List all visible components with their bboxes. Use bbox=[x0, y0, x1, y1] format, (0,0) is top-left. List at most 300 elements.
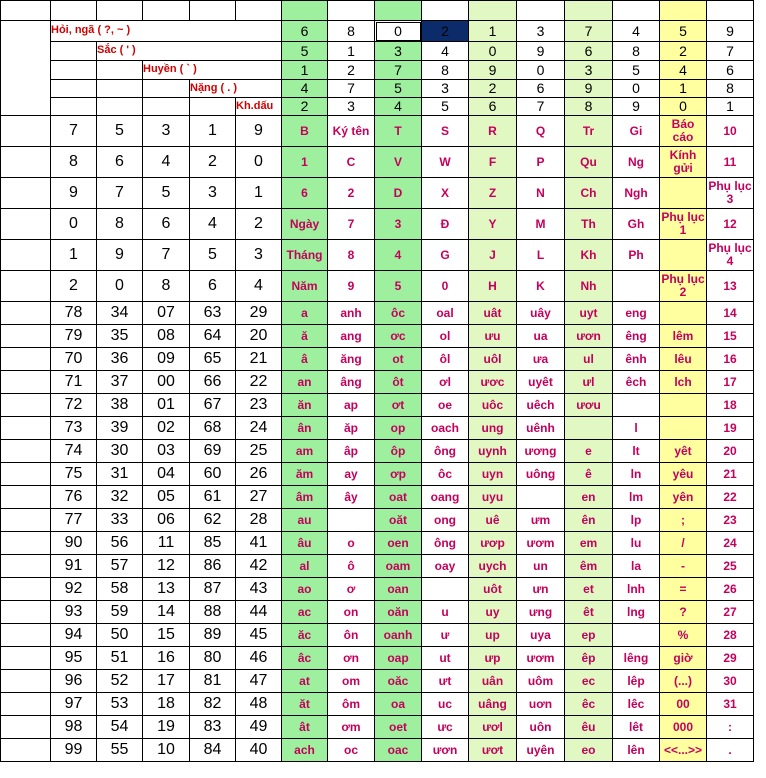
header-digit-cell[interactable]: 0 bbox=[469, 42, 517, 61]
number-cell[interactable]: 0 bbox=[236, 147, 282, 178]
code-cell[interactable]: uy bbox=[469, 601, 517, 624]
code-cell[interactable]: ưp bbox=[469, 647, 517, 670]
number-cell[interactable]: 34 bbox=[97, 302, 143, 325]
code-cell[interactable]: Ph bbox=[613, 240, 660, 271]
blank-cell[interactable] bbox=[143, 1, 190, 21]
col-top-cell[interactable] bbox=[328, 1, 375, 21]
code-cell[interactable]: Gi bbox=[613, 116, 660, 147]
col-top-cell[interactable] bbox=[660, 1, 707, 21]
code-cell[interactable]: êch bbox=[613, 371, 660, 394]
number-cell[interactable]: 62 bbox=[190, 509, 236, 532]
code-cell[interactable]: ôc bbox=[375, 302, 422, 325]
code-cell[interactable]: oam bbox=[375, 555, 422, 578]
code-cell[interactable]: R bbox=[469, 116, 517, 147]
blank-cell[interactable] bbox=[1, 394, 51, 417]
number-cell[interactable]: 21 bbox=[236, 348, 282, 371]
code-cell[interactable]: u bbox=[422, 601, 469, 624]
number-cell[interactable]: 57 bbox=[97, 555, 143, 578]
code-cell[interactable]: H bbox=[469, 271, 517, 302]
code-cell[interactable]: êm bbox=[565, 555, 613, 578]
col-top-cell[interactable] bbox=[422, 1, 469, 21]
code-cell[interactable]: 30 bbox=[707, 670, 754, 693]
code-cell[interactable]: S bbox=[422, 116, 469, 147]
number-cell[interactable]: 38 bbox=[97, 394, 143, 417]
code-cell[interactable]: oăc bbox=[375, 670, 422, 693]
code-cell[interactable]: 1 bbox=[282, 147, 328, 178]
code-cell[interactable]: oac bbox=[375, 739, 422, 762]
code-cell[interactable]: 15 bbox=[707, 325, 754, 348]
col-top-cell[interactable] bbox=[469, 1, 517, 21]
number-cell[interactable]: 33 bbox=[97, 509, 143, 532]
code-cell[interactable]: / bbox=[660, 532, 707, 555]
blank-cell[interactable] bbox=[1, 417, 51, 440]
code-cell[interactable] bbox=[613, 394, 660, 417]
header-digit-cell[interactable]: 0 bbox=[660, 98, 707, 116]
code-cell[interactable]: lêp bbox=[613, 670, 660, 693]
code-cell[interactable]: âc bbox=[282, 647, 328, 670]
code-cell[interactable]: ac bbox=[282, 601, 328, 624]
number-cell[interactable]: 94 bbox=[51, 624, 97, 647]
code-cell[interactable]: ông bbox=[422, 440, 469, 463]
code-cell[interactable]: Phụ lục 1 bbox=[660, 209, 707, 240]
number-cell[interactable]: 69 bbox=[190, 440, 236, 463]
code-cell[interactable]: ă bbox=[282, 325, 328, 348]
number-cell[interactable]: 40 bbox=[236, 739, 282, 762]
code-cell[interactable]: ot bbox=[375, 348, 422, 371]
code-cell[interactable]: oc bbox=[328, 739, 375, 762]
code-cell[interactable]: anh bbox=[328, 302, 375, 325]
code-cell[interactable]: ân bbox=[282, 417, 328, 440]
code-cell[interactable]: ong bbox=[422, 509, 469, 532]
code-cell[interactable]: B bbox=[282, 116, 328, 147]
col-top-cell[interactable] bbox=[517, 1, 565, 21]
code-cell[interactable]: uơn bbox=[517, 693, 565, 716]
code-cell[interactable]: Ngày bbox=[282, 209, 328, 240]
code-cell[interactable]: ây bbox=[328, 486, 375, 509]
number-cell[interactable]: 67 bbox=[190, 394, 236, 417]
code-cell[interactable]: ươc bbox=[469, 371, 517, 394]
code-cell[interactable] bbox=[422, 578, 469, 601]
staircase-cell[interactable] bbox=[51, 80, 97, 98]
col-top-cell[interactable] bbox=[282, 1, 328, 21]
code-cell[interactable]: Q bbox=[517, 116, 565, 147]
number-cell[interactable]: 1 bbox=[190, 116, 236, 147]
number-cell[interactable]: 1 bbox=[51, 240, 97, 271]
code-cell[interactable]: V bbox=[375, 147, 422, 178]
code-cell[interactable]: ơ bbox=[328, 578, 375, 601]
code-cell[interactable]: ăm bbox=[282, 463, 328, 486]
code-cell[interactable]: uât bbox=[469, 302, 517, 325]
code-cell[interactable]: uyt bbox=[565, 302, 613, 325]
number-cell[interactable]: 48 bbox=[236, 693, 282, 716]
code-cell[interactable]: 25 bbox=[707, 555, 754, 578]
code-cell[interactable]: Z bbox=[469, 178, 517, 209]
code-cell[interactable]: ôm bbox=[328, 693, 375, 716]
code-cell[interactable]: ên bbox=[565, 509, 613, 532]
code-cell[interactable]: : bbox=[707, 716, 754, 739]
blank-cell[interactable] bbox=[1, 147, 51, 178]
code-cell[interactable]: ep bbox=[565, 624, 613, 647]
code-cell[interactable]: ênh bbox=[613, 348, 660, 371]
header-digit-cell[interactable]: 4 bbox=[660, 61, 707, 80]
code-cell[interactable]: Phụ lục 2 bbox=[660, 271, 707, 302]
code-cell[interactable]: oan bbox=[375, 578, 422, 601]
code-cell[interactable] bbox=[660, 302, 707, 325]
code-cell[interactable]: uông bbox=[517, 463, 565, 486]
number-cell[interactable]: 80 bbox=[190, 647, 236, 670]
code-cell[interactable]: ưc bbox=[422, 716, 469, 739]
number-cell[interactable]: 8 bbox=[51, 147, 97, 178]
number-cell[interactable]: 02 bbox=[143, 417, 190, 440]
header-digit-cell[interactable]: 7 bbox=[328, 80, 375, 98]
code-cell[interactable]: 22 bbox=[707, 486, 754, 509]
number-cell[interactable]: 51 bbox=[97, 647, 143, 670]
code-cell[interactable]: uôc bbox=[469, 394, 517, 417]
code-cell[interactable]: M bbox=[517, 209, 565, 240]
blank-cell[interactable] bbox=[190, 1, 236, 21]
code-cell[interactable]: ? bbox=[660, 601, 707, 624]
tone-label[interactable]: Nặng ( . ) bbox=[190, 80, 282, 98]
code-cell[interactable]: Kính gửi bbox=[660, 147, 707, 178]
code-cell[interactable]: ung bbox=[469, 417, 517, 440]
header-digit-cell[interactable]: 9 bbox=[613, 98, 660, 116]
number-cell[interactable]: 64 bbox=[190, 325, 236, 348]
blank-cell[interactable] bbox=[97, 1, 143, 21]
number-cell[interactable]: 01 bbox=[143, 394, 190, 417]
number-cell[interactable]: 66 bbox=[190, 371, 236, 394]
code-cell[interactable]: 23 bbox=[707, 509, 754, 532]
code-cell[interactable]: giờ bbox=[660, 647, 707, 670]
code-cell[interactable]: 000 bbox=[660, 716, 707, 739]
code-cell[interactable]: om bbox=[328, 670, 375, 693]
number-cell[interactable]: 22 bbox=[236, 371, 282, 394]
header-digit-cell[interactable]: 3 bbox=[565, 61, 613, 80]
code-cell[interactable]: 5 bbox=[375, 271, 422, 302]
code-cell[interactable]: oay bbox=[422, 555, 469, 578]
code-cell[interactable]: ăn bbox=[282, 394, 328, 417]
code-cell[interactable]: 8 bbox=[328, 240, 375, 271]
header-digit-cell[interactable]: 1 bbox=[660, 80, 707, 98]
number-cell[interactable]: 18 bbox=[143, 693, 190, 716]
number-cell[interactable]: 7 bbox=[51, 116, 97, 147]
number-cell[interactable]: 37 bbox=[97, 371, 143, 394]
code-cell[interactable]: em bbox=[565, 532, 613, 555]
header-digit-cell[interactable]: 1 bbox=[707, 98, 754, 116]
code-cell[interactable]: uêch bbox=[517, 394, 565, 417]
number-cell[interactable]: 05 bbox=[143, 486, 190, 509]
code-cell[interactable]: uyn bbox=[469, 463, 517, 486]
code-cell[interactable]: ul bbox=[565, 348, 613, 371]
blank-cell[interactable] bbox=[1, 578, 51, 601]
blank-cell[interactable] bbox=[1, 209, 51, 240]
staircase-cell[interactable] bbox=[143, 98, 190, 116]
blank-cell[interactable] bbox=[1, 670, 51, 693]
header-digit-cell[interactable]: 8 bbox=[328, 21, 375, 42]
number-cell[interactable]: 16 bbox=[143, 647, 190, 670]
code-cell[interactable]: ưn bbox=[517, 578, 565, 601]
number-cell[interactable]: 49 bbox=[236, 716, 282, 739]
number-cell[interactable]: 93 bbox=[51, 601, 97, 624]
code-cell[interactable]: Phụ lục 4 bbox=[707, 240, 754, 271]
staircase-cell[interactable] bbox=[51, 61, 97, 80]
code-cell[interactable]: up bbox=[469, 624, 517, 647]
col-top-cell[interactable] bbox=[707, 1, 754, 21]
code-cell[interactable]: ôl bbox=[422, 348, 469, 371]
number-cell[interactable]: 50 bbox=[97, 624, 143, 647]
number-cell[interactable]: 60 bbox=[190, 463, 236, 486]
number-cell[interactable]: 42 bbox=[236, 555, 282, 578]
code-cell[interactable]: % bbox=[660, 624, 707, 647]
code-cell[interactable]: ơt bbox=[375, 394, 422, 417]
code-cell[interactable]: ươm bbox=[517, 647, 565, 670]
code-cell[interactable]: lêng bbox=[613, 647, 660, 670]
blank-cell[interactable] bbox=[1, 601, 51, 624]
number-cell[interactable]: 4 bbox=[143, 147, 190, 178]
blank-cell[interactable] bbox=[1, 624, 51, 647]
header-digit-cell[interactable]: 1 bbox=[328, 42, 375, 61]
header-digit-cell[interactable]: 5 bbox=[613, 61, 660, 80]
code-cell[interactable]: 28 bbox=[707, 624, 754, 647]
blank-cell[interactable] bbox=[1, 178, 51, 209]
number-cell[interactable]: 04 bbox=[143, 463, 190, 486]
code-cell[interactable]: 7 bbox=[328, 209, 375, 240]
code-cell[interactable]: êp bbox=[565, 647, 613, 670]
header-digit-cell[interactable]: 3 bbox=[328, 98, 375, 116]
code-cell[interactable]: Y bbox=[469, 209, 517, 240]
number-cell[interactable]: 20 bbox=[236, 325, 282, 348]
blank-cell[interactable] bbox=[1, 532, 51, 555]
number-cell[interactable]: 6 bbox=[190, 271, 236, 302]
number-cell[interactable]: 31 bbox=[97, 463, 143, 486]
code-cell[interactable] bbox=[660, 417, 707, 440]
number-cell[interactable]: 85 bbox=[190, 532, 236, 555]
number-cell[interactable]: 32 bbox=[97, 486, 143, 509]
number-cell[interactable]: 14 bbox=[143, 601, 190, 624]
number-cell[interactable]: 7 bbox=[143, 240, 190, 271]
code-cell[interactable]: 26 bbox=[707, 578, 754, 601]
code-cell[interactable]: ôt bbox=[375, 371, 422, 394]
number-cell[interactable]: 68 bbox=[190, 417, 236, 440]
code-cell[interactable]: op bbox=[375, 417, 422, 440]
code-cell[interactable]: 4 bbox=[375, 240, 422, 271]
header-digit-cell[interactable]: 5 bbox=[660, 21, 707, 42]
code-cell[interactable]: Tr bbox=[565, 116, 613, 147]
code-cell[interactable]: ưa bbox=[517, 348, 565, 371]
code-cell[interactable]: ec bbox=[565, 670, 613, 693]
header-digit-cell[interactable]: 6 bbox=[282, 21, 328, 42]
code-cell[interactable]: ưm bbox=[517, 509, 565, 532]
blank-cell[interactable] bbox=[1, 486, 51, 509]
blank-cell[interactable] bbox=[236, 1, 282, 21]
code-cell[interactable]: T bbox=[375, 116, 422, 147]
code-cell[interactable]: uyêt bbox=[517, 371, 565, 394]
code-cell[interactable]: ơn bbox=[328, 647, 375, 670]
number-cell[interactable]: 72 bbox=[51, 394, 97, 417]
number-cell[interactable]: 76 bbox=[51, 486, 97, 509]
number-cell[interactable]: 96 bbox=[51, 670, 97, 693]
code-cell[interactable]: ao bbox=[282, 578, 328, 601]
code-cell[interactable]: Ng bbox=[613, 147, 660, 178]
number-cell[interactable]: 2 bbox=[51, 271, 97, 302]
blank-cell[interactable] bbox=[1, 371, 51, 394]
code-cell[interactable]: Phụ lục 3 bbox=[707, 178, 754, 209]
number-cell[interactable]: 29 bbox=[236, 302, 282, 325]
number-cell[interactable]: 9 bbox=[236, 116, 282, 147]
header-digit-cell[interactable]: 9 bbox=[469, 61, 517, 80]
code-cell[interactable]: X bbox=[422, 178, 469, 209]
code-cell[interactable]: lng bbox=[613, 601, 660, 624]
col-top-cell[interactable] bbox=[375, 1, 422, 21]
header-digit-cell[interactable]: 5 bbox=[422, 98, 469, 116]
corner-cell[interactable] bbox=[1, 21, 51, 116]
code-cell[interactable]: ươm bbox=[517, 532, 565, 555]
code-cell[interactable]: uynh bbox=[469, 440, 517, 463]
number-cell[interactable]: 46 bbox=[236, 647, 282, 670]
number-cell[interactable]: 63 bbox=[190, 302, 236, 325]
code-cell[interactable]: (...) bbox=[660, 670, 707, 693]
number-cell[interactable]: 83 bbox=[190, 716, 236, 739]
blank-cell[interactable] bbox=[1, 302, 51, 325]
code-cell[interactable]: uênh bbox=[517, 417, 565, 440]
number-cell[interactable]: 10 bbox=[143, 739, 190, 762]
number-cell[interactable]: 52 bbox=[97, 670, 143, 693]
code-cell[interactable]: oet bbox=[375, 716, 422, 739]
number-cell[interactable]: 4 bbox=[236, 271, 282, 302]
code-cell[interactable]: uyên bbox=[517, 739, 565, 762]
header-digit-cell[interactable]: 9 bbox=[565, 80, 613, 98]
code-cell[interactable]: Gh bbox=[613, 209, 660, 240]
header-digit-cell[interactable]: 9 bbox=[707, 21, 754, 42]
code-cell[interactable]: 6 bbox=[282, 178, 328, 209]
code-cell[interactable]: ; bbox=[660, 509, 707, 532]
number-cell[interactable]: 88 bbox=[190, 601, 236, 624]
code-cell[interactable]: ăp bbox=[328, 417, 375, 440]
code-cell[interactable]: - bbox=[660, 555, 707, 578]
number-cell[interactable]: 8 bbox=[143, 271, 190, 302]
code-cell[interactable]: et bbox=[565, 578, 613, 601]
code-cell[interactable]: ât bbox=[282, 716, 328, 739]
code-cell[interactable]: ươl bbox=[469, 716, 517, 739]
code-cell[interactable]: 11 bbox=[707, 147, 754, 178]
number-cell[interactable]: 89 bbox=[190, 624, 236, 647]
blank-cell[interactable] bbox=[1, 716, 51, 739]
number-cell[interactable]: 99 bbox=[51, 739, 97, 762]
code-cell[interactable] bbox=[660, 178, 707, 209]
header-digit-cell[interactable]: 6 bbox=[517, 80, 565, 98]
code-cell[interactable]: ê bbox=[565, 463, 613, 486]
number-cell[interactable]: 54 bbox=[97, 716, 143, 739]
code-cell[interactable]: ưl bbox=[565, 371, 613, 394]
code-cell[interactable]: = bbox=[660, 578, 707, 601]
code-cell[interactable]: uâng bbox=[469, 693, 517, 716]
number-cell[interactable]: 0 bbox=[97, 271, 143, 302]
header-digit-cell[interactable]: 6 bbox=[707, 61, 754, 80]
code-cell[interactable]: ươp bbox=[469, 532, 517, 555]
number-cell[interactable]: 44 bbox=[236, 601, 282, 624]
number-cell[interactable]: 45 bbox=[236, 624, 282, 647]
code-cell[interactable]: ut bbox=[422, 647, 469, 670]
header-digit-cell[interactable]: 4 bbox=[282, 80, 328, 98]
code-cell[interactable]: yêt bbox=[660, 440, 707, 463]
code-cell[interactable]: lêc bbox=[613, 693, 660, 716]
header-digit-cell[interactable]: 0 bbox=[517, 61, 565, 80]
number-cell[interactable]: 17 bbox=[143, 670, 190, 693]
staircase-cell[interactable] bbox=[143, 80, 190, 98]
code-cell[interactable]: 12 bbox=[707, 209, 754, 240]
code-cell[interactable] bbox=[613, 624, 660, 647]
code-cell[interactable]: lch bbox=[660, 371, 707, 394]
code-cell[interactable]: au bbox=[282, 509, 328, 532]
number-cell[interactable]: 24 bbox=[236, 417, 282, 440]
number-cell[interactable]: 95 bbox=[51, 647, 97, 670]
number-cell[interactable]: 11 bbox=[143, 532, 190, 555]
number-cell[interactable]: 5 bbox=[143, 178, 190, 209]
number-cell[interactable]: 12 bbox=[143, 555, 190, 578]
number-cell[interactable]: 30 bbox=[97, 440, 143, 463]
code-cell[interactable]: lt bbox=[613, 440, 660, 463]
code-cell[interactable]: Ch bbox=[565, 178, 613, 209]
blank-cell[interactable] bbox=[1, 693, 51, 716]
code-cell[interactable]: D bbox=[375, 178, 422, 209]
code-cell[interactable]: lêm bbox=[660, 325, 707, 348]
number-cell[interactable]: 81 bbox=[190, 670, 236, 693]
tone-label[interactable]: Sắc ( ' ) bbox=[97, 42, 282, 61]
number-cell[interactable]: 09 bbox=[143, 348, 190, 371]
code-cell[interactable]: 31 bbox=[707, 693, 754, 716]
number-cell[interactable]: 25 bbox=[236, 440, 282, 463]
code-cell[interactable]: ôp bbox=[375, 440, 422, 463]
number-cell[interactable]: 15 bbox=[143, 624, 190, 647]
header-digit-cell[interactable]: 6 bbox=[565, 42, 613, 61]
code-cell[interactable]: ưng bbox=[517, 601, 565, 624]
number-cell[interactable]: 65 bbox=[190, 348, 236, 371]
code-cell[interactable]: yêu bbox=[660, 463, 707, 486]
blank-cell[interactable] bbox=[1, 1, 51, 21]
blank-cell[interactable] bbox=[1, 509, 51, 532]
code-cell[interactable]: L bbox=[517, 240, 565, 271]
active-cell[interactable]: 0 bbox=[375, 21, 422, 42]
code-cell[interactable]: oăt bbox=[375, 509, 422, 532]
code-cell[interactable] bbox=[565, 417, 613, 440]
blank-cell[interactable] bbox=[1, 555, 51, 578]
code-cell[interactable]: uôn bbox=[517, 716, 565, 739]
code-cell[interactable]: ông bbox=[422, 532, 469, 555]
number-cell[interactable]: 5 bbox=[97, 116, 143, 147]
code-cell[interactable]: ăng bbox=[328, 348, 375, 371]
code-cell[interactable]: 19 bbox=[707, 417, 754, 440]
number-cell[interactable]: 73 bbox=[51, 417, 97, 440]
col-top-cell[interactable] bbox=[565, 1, 613, 21]
code-cell[interactable]: on bbox=[328, 601, 375, 624]
code-cell[interactable]: K bbox=[517, 271, 565, 302]
code-cell[interactable]: ăt bbox=[282, 693, 328, 716]
code-cell[interactable]: Đ bbox=[422, 209, 469, 240]
code-cell[interactable]: ua bbox=[517, 325, 565, 348]
number-cell[interactable]: 13 bbox=[143, 578, 190, 601]
code-cell[interactable]: uê bbox=[469, 509, 517, 532]
number-cell[interactable]: 47 bbox=[236, 670, 282, 693]
code-cell[interactable]: ô bbox=[328, 555, 375, 578]
code-cell[interactable]: 18 bbox=[707, 394, 754, 417]
code-cell[interactable]: oe bbox=[422, 394, 469, 417]
code-cell[interactable]: ươu bbox=[565, 394, 613, 417]
staircase-cell[interactable] bbox=[51, 42, 97, 61]
code-cell[interactable]: â bbox=[282, 348, 328, 371]
code-cell[interactable]: uôt bbox=[469, 578, 517, 601]
code-cell[interactable]: . bbox=[707, 739, 754, 762]
number-cell[interactable]: 43 bbox=[236, 578, 282, 601]
code-cell[interactable]: 17 bbox=[707, 371, 754, 394]
